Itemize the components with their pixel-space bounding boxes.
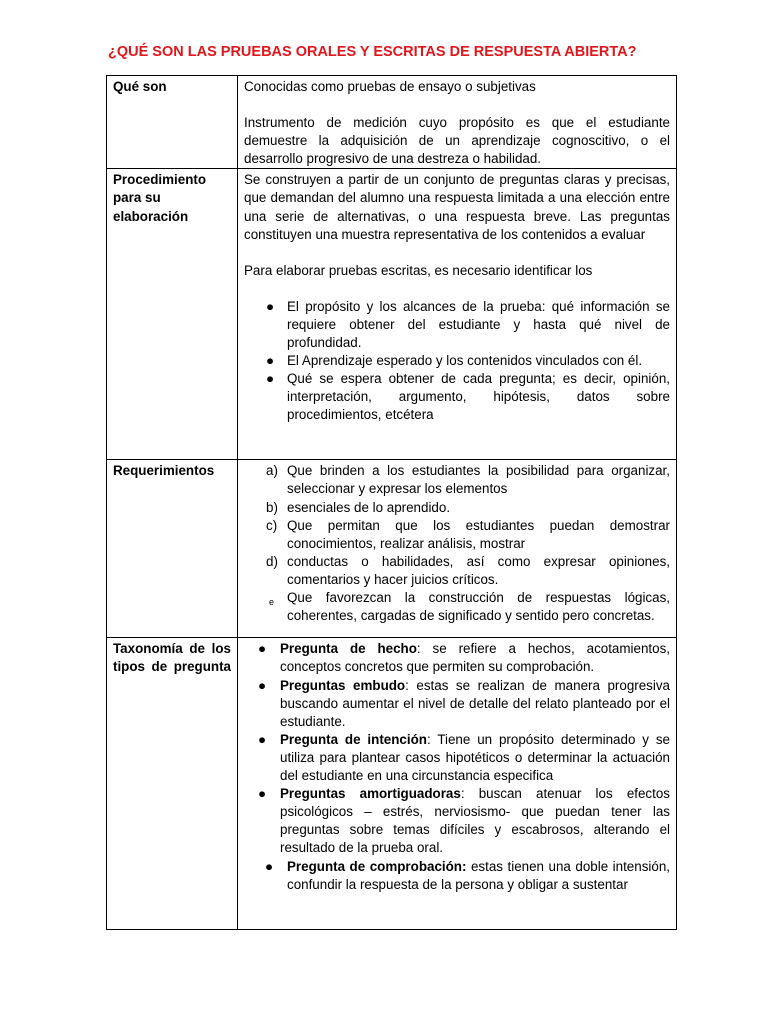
paragraph: Se construyen a partir de un conjunto de preguntas claras y precisas, que demandan del alumno una respuesta limitada a una elección entre una serie de alternativas, o una respuesta breve. Las preguntas constituyen una muestra representativa de los contenidos a evaluar xyxy=(244,172,670,242)
label-text: Taxonomía de los tipos de pregunta xyxy=(113,641,231,675)
list-item: ● Qué se espera obtener de cada pregunta; es decir, opinión, interpretación, argumento, hipótesis, datos sobre procedimientos, etcétera xyxy=(266,371,670,423)
list-item: ● El Aprendizaje esperado y los contenidos vinculados con él. xyxy=(287,352,670,370)
label-text: Qué son xyxy=(113,79,167,94)
list-marker: a) xyxy=(266,463,278,479)
list-item: c) Que permitan que los estudiantes puedan demostrar conocimientos, realizar análisis, mostrar xyxy=(266,517,670,551)
definitions-table xyxy=(106,75,677,930)
list-item: ● El propósito y los alcances de la prueba: qué información se requiere obtener del estudiante y hasta qué nivel de profundidad. xyxy=(266,298,670,351)
list-marker: b) xyxy=(266,499,278,515)
document-title: ¿QUÉ SON LAS PRUEBAS ORALES Y ESCRITAS DE RESPUESTA ABIERTA? xyxy=(108,44,637,60)
bullet-list xyxy=(244,298,670,425)
list-item: b) esenciales de lo aprendido. xyxy=(287,499,670,517)
paragraph: Para elaborar pruebas escritas, es necesario identificar los xyxy=(244,262,593,278)
table-row xyxy=(107,169,677,460)
row-label xyxy=(107,76,238,169)
list-item: ● Pregunta de comprobación: estas tienen una doble intensión, confundir la respuesta de la persona y obligar a sustentar xyxy=(265,858,670,892)
table-row xyxy=(107,76,677,169)
term: Pregunta de hecho xyxy=(280,641,417,657)
lettered-list xyxy=(244,462,670,625)
row-label xyxy=(107,460,238,638)
list-marker: c) xyxy=(266,517,278,533)
list-marker: e xyxy=(269,597,275,608)
table-row xyxy=(107,638,677,930)
list-item: ● Preguntas amortiguadoras: buscan atenuar los efectos psicológicos – estrés, nerviosismo- que puedan tener las preguntas sobre temas difíciles y escabrosos, alterando el resultado de la prueba oral. xyxy=(258,786,670,856)
row-content xyxy=(238,76,677,169)
term: Pregunta de intención xyxy=(280,731,427,747)
term: Preguntas embudo xyxy=(280,677,406,693)
paragraph: Instrumento de medición cuyo propósito es que el estudiante demuestre la adquisición de un aprendizaje cognoscitivo, o el desarrollo progresivo de una destreza o habilidad. xyxy=(244,115,670,167)
term: Pregunta de comprobación: xyxy=(287,858,467,874)
term: Preguntas amortiguadoras xyxy=(280,786,461,802)
list-item: ● Preguntas embudo: estas se realizan de manera progresiva buscando aumentar el nivel de detalle del relato planteado por el estudiante. xyxy=(258,677,670,729)
list-marker: d) xyxy=(266,553,278,569)
bullet-icon: ● xyxy=(258,677,267,693)
list-item: a) Que brinden a los estudiantes la posibilidad para organizar, seleccionar y expresar los elementos xyxy=(266,463,670,497)
row-label xyxy=(107,169,238,460)
row-content xyxy=(238,638,677,930)
bullet-icon: ● xyxy=(258,641,267,657)
bullet-icon: ● xyxy=(258,731,267,747)
label-text: Procedimiento para su elaboración xyxy=(113,172,207,224)
bullet-icon: ● xyxy=(265,858,274,874)
bullet-icon: ● xyxy=(258,786,267,802)
label-text: Requerimientos xyxy=(113,463,215,479)
bullet-icon: ● xyxy=(266,298,275,314)
taxonomy-list xyxy=(244,640,670,893)
list-item: d) conductas o habilidades, así como expresar opiniones, comentarios y hacer juicios críticos. xyxy=(266,553,670,587)
bullet-icon: ● xyxy=(266,353,275,369)
list-item: e Que favorezcan la construcción de respuestas lógicas, coherentes, cargadas de significado y sentido pero concretas. xyxy=(269,590,670,624)
row-content xyxy=(238,460,677,638)
bullet-icon: ● xyxy=(266,371,275,387)
list-item: ● Pregunta de hecho: se refiere a hechos, acotamientos, conceptos concretos que permiten su comprobación. xyxy=(258,641,670,675)
list-item: ● Pregunta de intención: Tiene un propósito determinado y se utiliza para plantear casos hipotéticos o determinar la actuación del estudiante en una circunstancia especifica xyxy=(258,731,670,784)
paragraph: Conocidas como pruebas de ensayo o subjetivas xyxy=(244,79,536,94)
row-content xyxy=(238,169,677,460)
table-row xyxy=(107,460,677,638)
row-label xyxy=(107,638,238,930)
